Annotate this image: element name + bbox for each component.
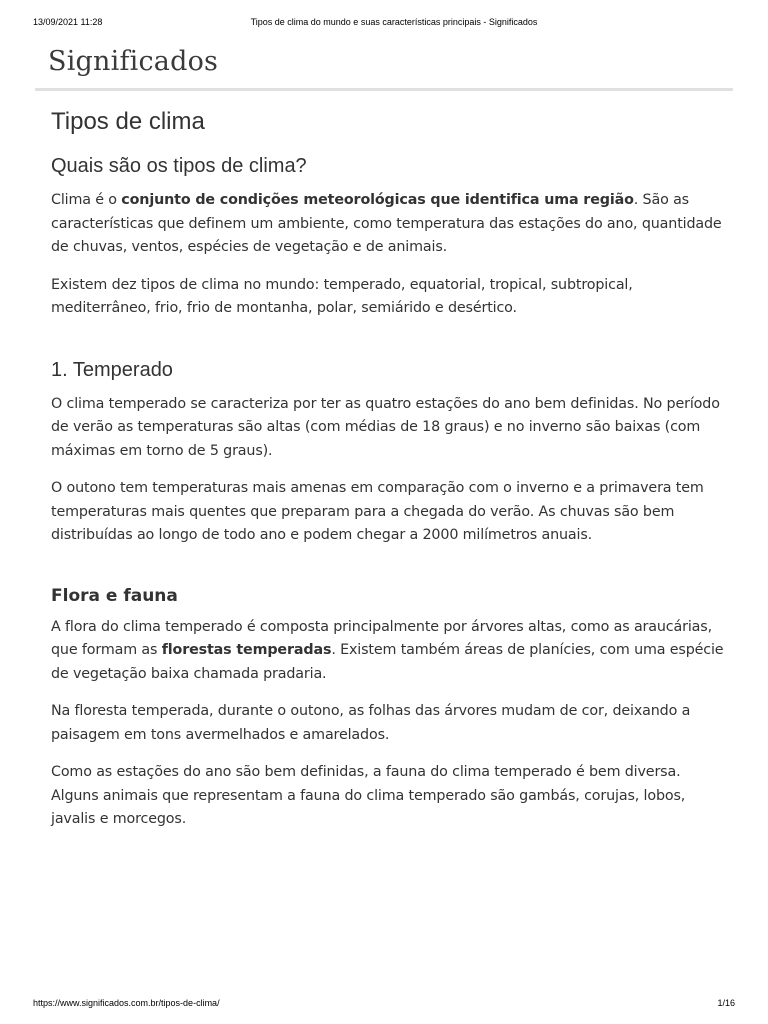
paragraph-climate-types-list: Existem dez tipos de clima no mundo: temperado, equatorial, tropical, subtropical, mediterrâneo, frio, frio de montanha, polar, semiárido e desértico. [51,276,633,316]
paragraph-climate-definition: Clima é o conjunto de condições meteorológicas que identifica uma região. São as características que definem um ambiente, como temperatura das estações do ano, quantidade de chuvas, ventos, espécies de vegetação e de animais. [51,192,722,255]
print-url: https://www.significados.com.br/tipos-de-clima/ [33,998,220,1008]
print-header [33,17,735,31]
article [51,108,731,846]
section-heading-temperado: 1. Temperado [51,358,173,381]
paragraph-temperado-autumn: O outono tem temperaturas mais amenas em comparação com o inverno e a primavera tem temperaturas mais quentes que preparam para a chegada do verão. As chuvas são bem distribuídas ao longo de todo ano e podem chegar a 2000 milímetros anuais. [51,480,704,543]
print-document-title: Tipos de clima do mundo e suas características principais - Significados [250,17,538,27]
paragraph-autumn-leaves: Na floresta temperada, durante o outono, as folhas das árvores mudam de cor, deixando a paisagem em tons avermelhados e amarelados. [51,703,691,743]
subsection-heading-flora-fauna: Flora e fauna [51,585,178,606]
section-heading-types: Quais são os tipos de clima? [51,155,307,177]
paragraph-fauna: Como as estações do ano são bem definidas, a fauna do clima temperado é bem diversa. Alguns animais que representam a fauna do clima temperado são gambás, corujas, lobos, javalis e morcegos. [51,764,686,827]
site-header [35,42,733,91]
bold-phrase: florestas temperadas [161,642,332,658]
print-datetime: 13/09/2021 11:28 [33,17,103,27]
page-number: 1/16 [717,998,735,1008]
article-title: Tipos de clima [51,108,205,135]
paragraph-flora: A flora do clima temperado é composta principalmente por árvores altas, como as araucárias, que formam as florestas temperadas. Existem também áreas de planícies, com uma espécie de vegetação baixa chamada pradaria. [51,618,724,682]
paragraph-temperado-seasons: O clima temperado se caracteriza por ter as quatro estações do ano bem definidas. No período de verão as temperaturas são altas (com médias de 18 graus) e no inverno são baixas (com máximas em torno de 5 graus). [51,395,720,459]
site-logo[interactable]: Significados [48,46,219,77]
bold-phrase: conjunto de condições meteorológicas que identifica uma região [121,192,634,208]
print-footer [33,998,735,1012]
